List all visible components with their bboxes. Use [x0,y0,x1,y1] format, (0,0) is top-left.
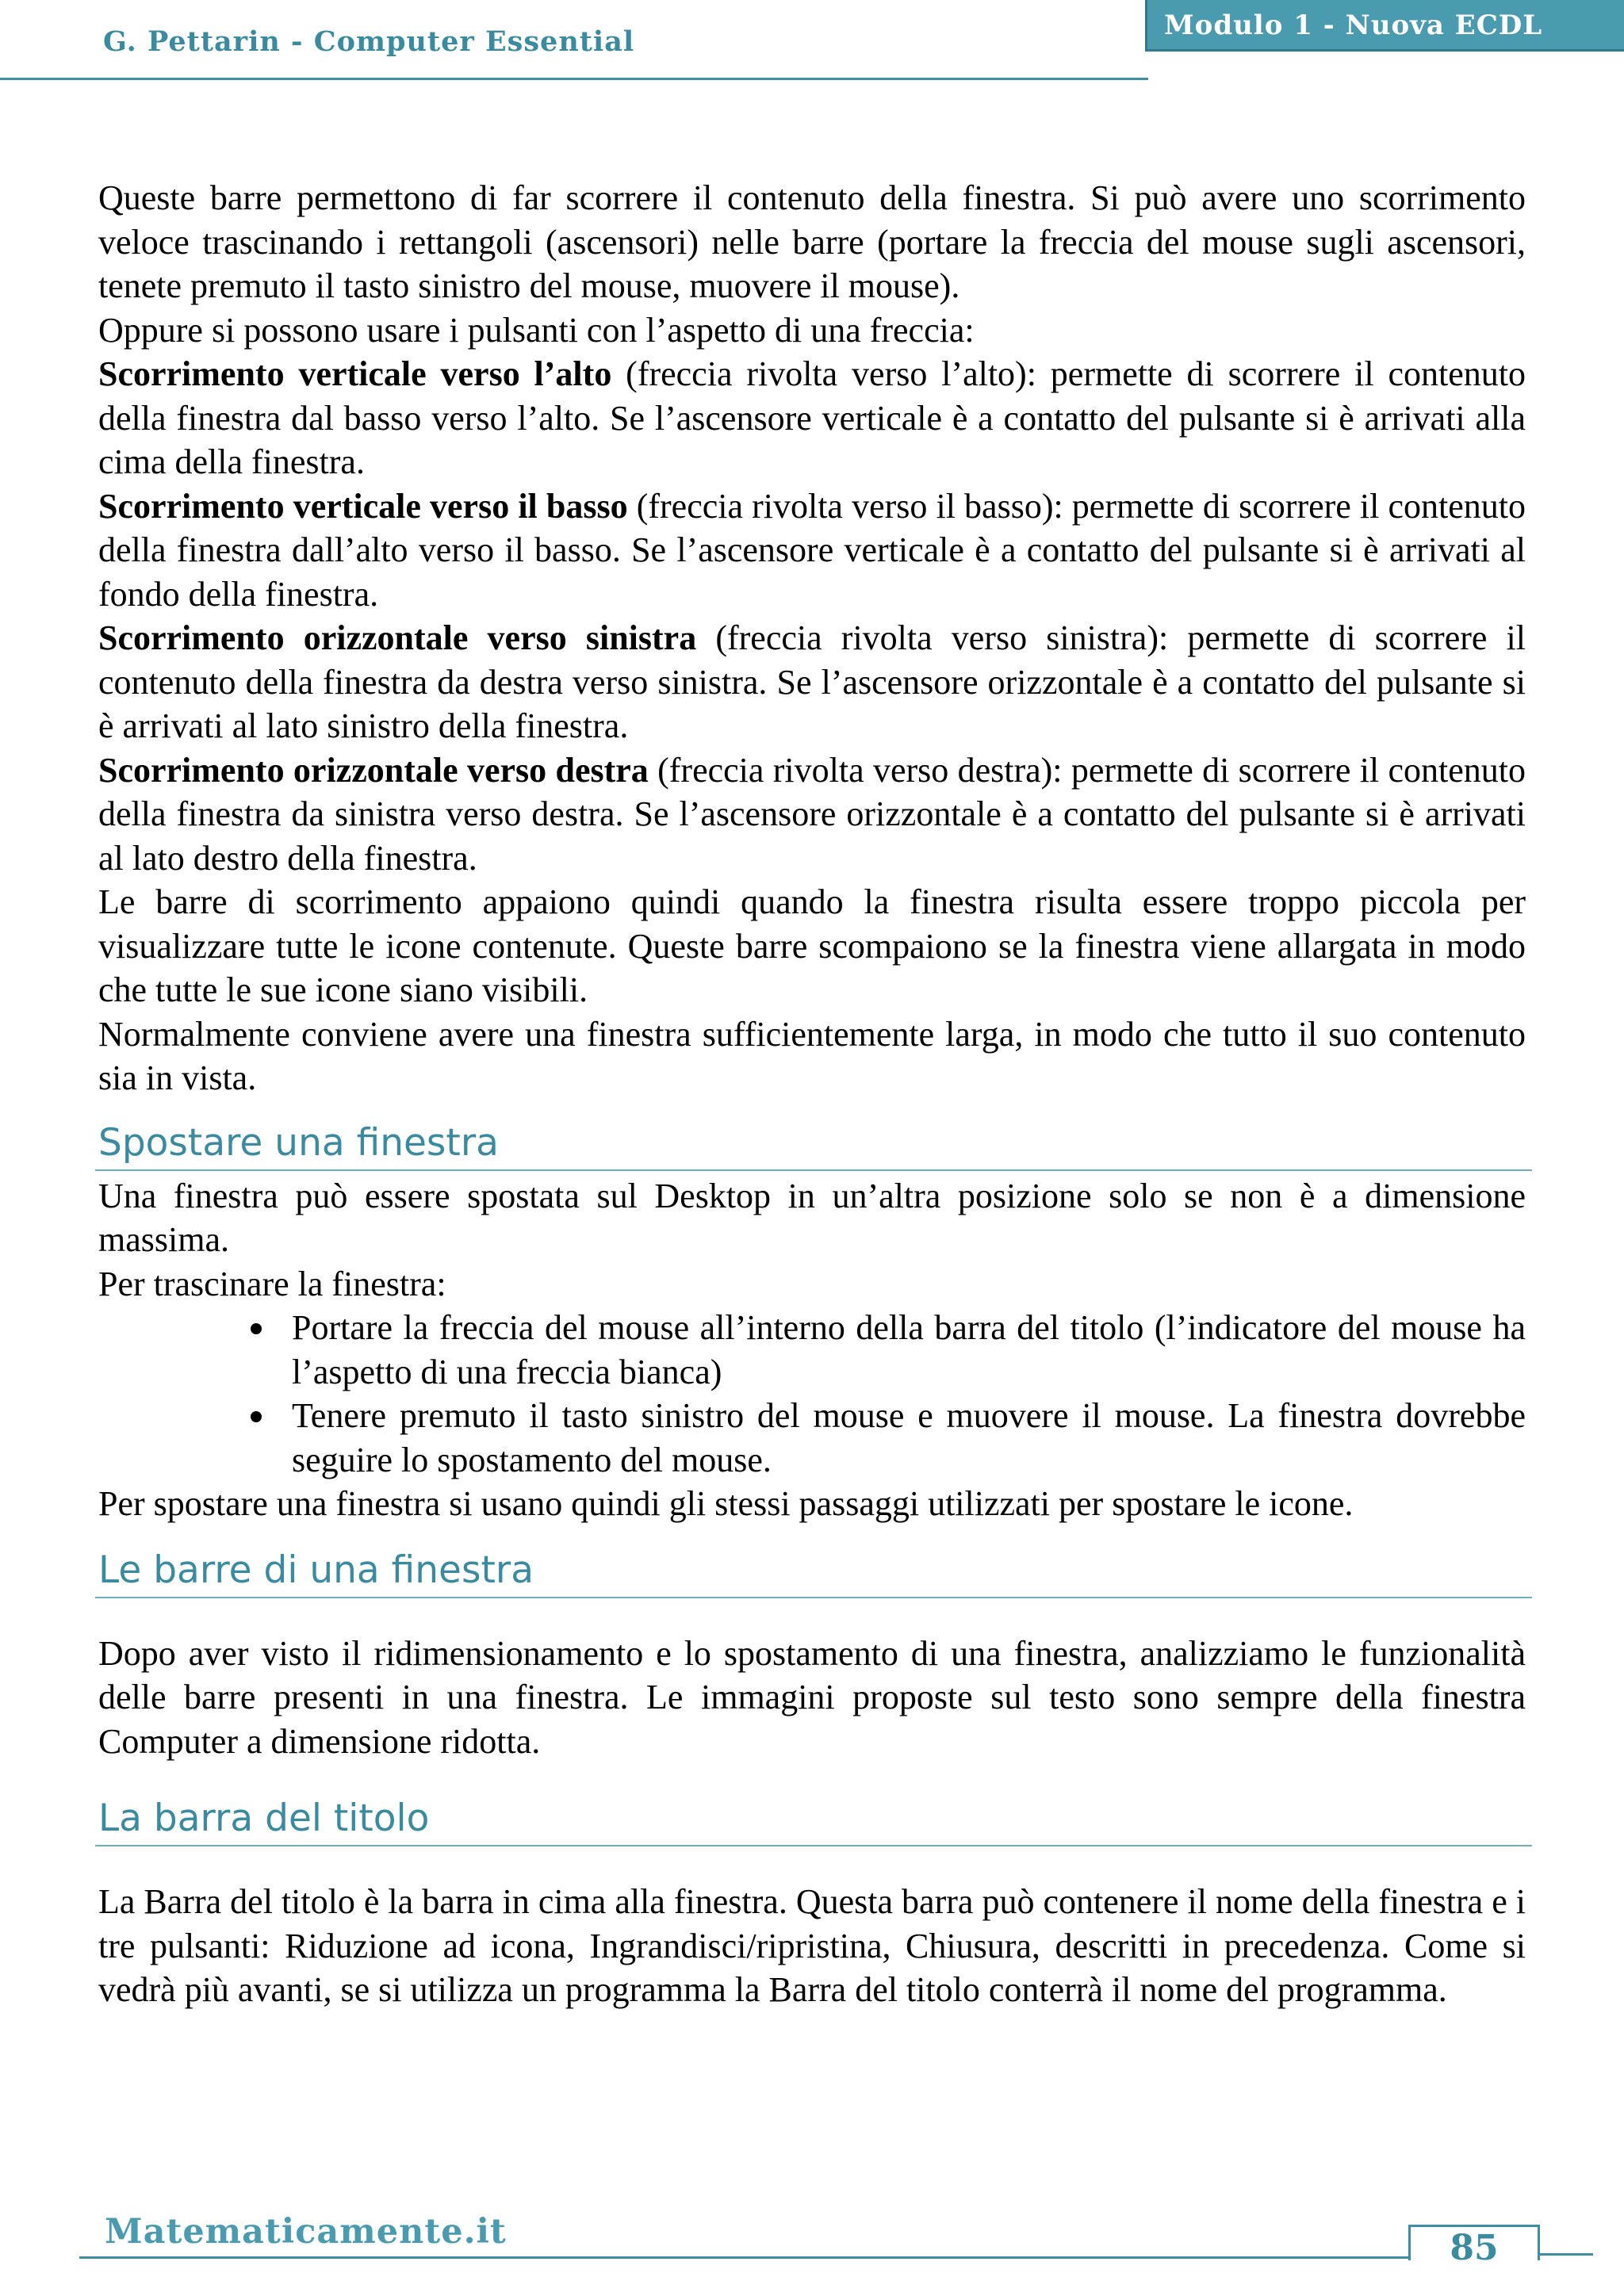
paragraph: La Barra del titolo è la barra in cima alla finestra. Questa barra può contenere il nome della finestra e i tre pulsanti: Riduzione ad icona, Ingrandisci/ripristina, Chiusura, descritti in precedenza. Come si vedrà più avanti, se si utilizza un programma la Barra del titolo conterrà il nome del programma. [98,1882,1526,2009]
paragraph: Per spostare una finestra si usano quindi gli stessi passaggi utilizzati per spostare le icone. [98,1484,1354,1523]
definition: (freccia rivolta verso sinistra): permette di scorrere il contenuto della finestra da destra verso sinistra. Se l’ascensore orizzontale è a contatto del pulsante si è arrivati al lato sinistro della finestra. [98,618,1526,745]
scroll-item-left [98,616,1526,748]
paragraph: Per trascinare la finestra: [98,1264,446,1303]
definition: (freccia rivolta verso il basso): permette di scorrere il contenuto della finestra dall’alto verso il basso. Se l’ascensore verticale è a contatto del pulsante si è arrivati al fondo della finestra. [98,486,1526,614]
term: Scorrimento verticale verso il basso [98,486,628,526]
list-item: Tenere premuto il tasto sinistro del mouse e muovere il mouse. La finestra dovrebbe seguire lo spostamento del mouse. [292,1394,1526,1482]
paragraph: Dopo aver visto il ridimensionamento e lo spostamento di una finestra, analizziamo le funzionalità delle barre presenti in una finestra. Le immagini proposte sul testo sono sempre della finestra Computer a dimensione ridotta. [98,1633,1526,1761]
scroll-item-right [98,748,1526,881]
scroll-item-up [98,352,1526,484]
paragraph: Una finestra può essere spostata sul Desktop in un’altra posizione solo se non è a dimensione massima. [98,1176,1526,1259]
footer-site: Matematicamente.it [105,2212,507,2252]
paragraph: Le barre di scorrimento appaiono quindi quando la finestra risulta essere troppo piccola per visualizzare tutte le icone contenute. Queste barre scompaiono se la finestra viene allargata in modo che tutte le sue icone siano visibili. [98,882,1526,1009]
definition: (freccia rivolta verso destra): permette di scorrere il contenuto della finestra da sinistra verso destra. Se l’ascensore orizzontale è a contatto del pulsante si è arrivati al lato destro della finestra. [98,750,1526,878]
section-heading-bars: Le barre di una finestra [95,1548,1532,1598]
footer-rule [79,2256,1538,2259]
page-content [98,176,1526,2012]
list-item: Portare la freccia del mouse all’interno della barra del titolo (l’indicatore del mouse ha l’aspetto di una freccia bianca) [292,1306,1526,1394]
term: Scorrimento orizzontale verso destra [98,750,649,790]
section-heading-title-bar: La barra del titolo [95,1797,1532,1846]
term: Scorrimento orizzontale verso sinistra [98,618,697,657]
header-author: G. Pettarin - Computer Essential [103,25,635,58]
term: Scorrimento verticale verso l’alto [98,354,612,393]
scroll-item-down [98,484,1526,617]
footer-rule-tail [1538,2253,1593,2256]
paragraph: Normalmente conviene avere una finestra sufficientemente larga, in modo che tutto il suo contenuto sia in vista. [98,1014,1526,1097]
page-number: 85 [1450,2228,1499,2268]
header-module-title: Modulo 1 - Nuova ECDL [1164,10,1543,41]
bullet-list [98,1306,1526,1482]
section-heading-move: Spostare una finestra [95,1121,1532,1171]
definition: (freccia rivolta verso l’alto): permette di scorrere il contenuto della finestra dal basso verso l’alto. Se l’ascensore verticale è a contatto del pulsante si è arrivati alla cima della finestra. [98,354,1526,481]
paragraph: Queste barre permettono di far scorrere il contenuto della finestra. Si può avere uno scorrimento veloce trascinando i rettangoli (ascensori) nelle barre (portare la freccia del mouse sugli ascensori, tenete premuto il tasto sinistro del mouse, muovere il mouse). [98,178,1526,305]
paragraph: Oppure si possono usare i pulsanti con l’aspetto di una freccia: [98,310,975,350]
